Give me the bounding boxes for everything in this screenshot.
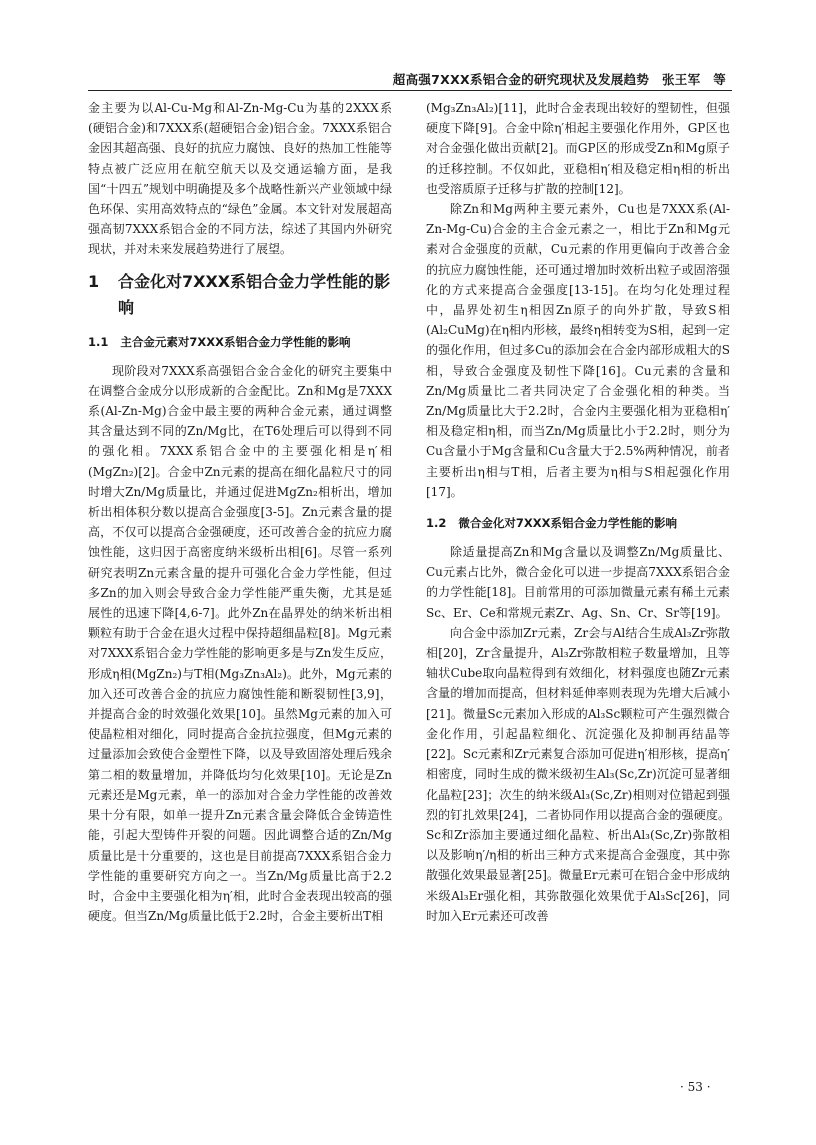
paragraph-microalloying: 除适量提高Zn和Mg含量以及调整Zn/Mg质量比、Cu元素占比外，微合金化可以进一步提高7XXX系铝合金的力学性能[18]。目前常用的可添加微量元素有稀土元素Sc、Er、Ce和常规元素Zr、Ag、Sn、Cr、Sr等[19]。 [426,545,730,620]
intro-paragraph: 金主要为以Al-Cu-Mg和Al-Zn-Mg-Cu为基的2XXX系(硬铝合金)和7XXX系(超硬铝合金)铝合金。7XXX系铝合金因其超高强、良好的抗应力腐蚀、良好的热加工性能等特点被广泛应用在航空航天以及交通运输方面，是我国“十四五”规划中明确提及多个战略性新兴产业领域中绿色环保、实用高效特点的“绿色”金属。本文针对发展超高强高韧7XXX系铝合金的不同方法，综述了其国内外研究现状，并对未来发展趋势进行了展望。 [88,101,392,257]
right-column [426,98,730,926]
left-column [88,98,392,926]
paragraph-zr-sc-er: 向合金中添加Zr元素，Zr会与Al结合生成Al₃Zr弥散相[20]，Zr含量提升，Al₃Zr弥散相粒子数量增加，且等轴状Cube取向晶粒得到有效细化，材料强度也随Zr元素含量的增加而提高，但材料延伸率则表现为先增大后减小[21]。微量Sc元素加入形成的Al₃Sc颗粒可产生强烈微合金化作用，引起晶粒细化、沉淀强化及抑制再结晶等[22]。Sc元素和Zr元素复合添加可促进η′相形核，提高η′相密度，同时生成的微米级初生Al₃(Sc,Zr)沉淀可显著细化晶粒[23]；次生的纳米级Al₃(Sc,Zr)相则对位错起到强烈的钉扎效果[24]，二者协同作用以提高合金的强硬度。Sc和Zr添加主要通过细化晶粒、析出Al₃(Sc,Zr)弥散相以及影响η′/η相的析出三种方式来提高合金强度，其中弥散强化效果最显著[25]。微量Er元素可在铝合金中形成纳米级Al₃Er强化相，其弥散强化效果优于Al₃Sc[26]，同时加入Er元素还可改善 [426,625,730,923]
running-head: 超高强7XXX系铝合金的研究现状及发展趋势 张王军 等 [392,72,726,87]
page-number: · 53 · [680,1080,711,1094]
header-rule [88,90,732,91]
section-1-title: 合金化对7XXX系铝合金力学性能的影响 [118,271,391,317]
section-1-1-title: 主合金元素对7XXX系铝合金力学性能的影响 [120,334,351,349]
section-1-2-title: 微合金化对7XXX系铝合金力学性能的影响 [458,516,677,531]
paragraph-main-elements: 现阶段对7XXX系高强铝合金合金化的研究主要集中在调整合金成分以形成新的合金配比。Zn和Mg是7XXX系(Al-Zn-Mg)合金中最主要的两种合金元素，通过调整其含量达到不同的Zn/Mg比，在T6处理后可以得到不同的强化相。7XXX系铝合金中的主要强化相是η′相(MgZn₂)[2]。合金中Zn元素的提高在细化晶粒尺寸的同时增大Zn/Mg质量比，并通过促进MgZn₂相析出，增加析出相体积分数以提高合金强度[3-5]。Zn元素含量的提高，不仅可以提高合金强硬度，还可改善合金的抗应力腐蚀性能，这归因于高密度纳米级析出相[6]。尽管一系列研究表明Zn元素含量的提升可强化合金力学性能，但过多Zn的加入则会导致合金力学性能严重失衡，尤其是延展性的迅速下降[4,6-7]。此外Zn在晶界处的纳米析出相颗粒有助于合金在退火过程中保持超细晶粒[8]。Mg元素对7XXX系铝合金力学性能的影响更多是与Zn发生反应，形成η相(MgZn₂)与T相(Mg₃Zn₃Al₂)。此外，Mg元素的加入还可改善合金的抗应力腐蚀性能和断裂韧性[3,9]，并提高合金的时效强化效果[10]。虽然Mg元素的加入可使晶粒相对细化，同时提高合金抗拉强度，但Mg元素的过量添加会致使合金塑性下降，以及导致固溶处理后残余第二相的数量增加，并降低均匀化效果[10]。无论是Zn元素还是Mg元素，单一的添加对合金力学性能的改善效果十分有限，如单一提升Zn元素含量会降低合金铸造性能，引起大型铸件开裂的问题。因此调整合适的Zn/Mg质量比是十分重要的，这也是目前提高7XXX系铝合金力学性能的重要研究方向之一。当Zn/Mg质量比高于2.2时，合金中主要强化相为η′相，此时合金表现出较高的强硬度。但当Zn/Mg质量比低于2.2时，合金主要析出T相 [88,363,392,924]
paragraph-cu-element: 除Zn和Mg两种主要元素外，Cu也是7XXX系(Al-Zn-Mg-Cu)合金的主合金元素之一，相比于Zn和Mg元素对合金强度的贡献，Cu元素的作用更偏向于改善合金的抗应力腐蚀性能，还可通过增加时效析出粒子或固溶强化的方式来提高合金强度[13-15]。在均匀化处理过程中，晶界处初生η相因Zn原子的向外扩散，导致S相(Al₂CuMg)在η相内形核，最终η相转变为S相，起到一定的强化作用，但过多Cu的添加会在合金内部形成粗大的S相，导致合金强度及韧性下降[16]。Cu元素的含量和Zn/Mg质量比二者共同决定了合金强化相的种类。当Zn/Mg质量比大于2.2时，合金内主要强化相为亚稳相η′相及稳定相η相，而当Zn/Mg质量比小于2.2时，则分为Cu含量小于Mg含量和Cu含量大于2.5%两种情况，前者主要析出η相与T相，后者主要为η相与S相起强化作用[17]。 [426,202,730,499]
section-1-2-heading [426,514,730,532]
section-1-1-heading [88,333,392,351]
paragraph-continued: (Mg₃Zn₃Al₂)[11]，此时合金表现出较好的塑韧性，但强硬度下降[9]。合金中除η′相起主要强化作用外，GP区也对合金强化做出贡献[2]。而GP区的形成受Zn和Mg原子的迁移控制。不仅如此，亚稳相η′相及稳定相η相的析出也受溶质原子迁移与扩散的控制[12]。 [426,101,730,196]
section-1-heading [88,269,392,321]
section-1-2-number: 1.2 [426,516,447,531]
section-1-1-number: 1.1 [88,334,109,349]
section-1-number: 1 [88,271,100,291]
